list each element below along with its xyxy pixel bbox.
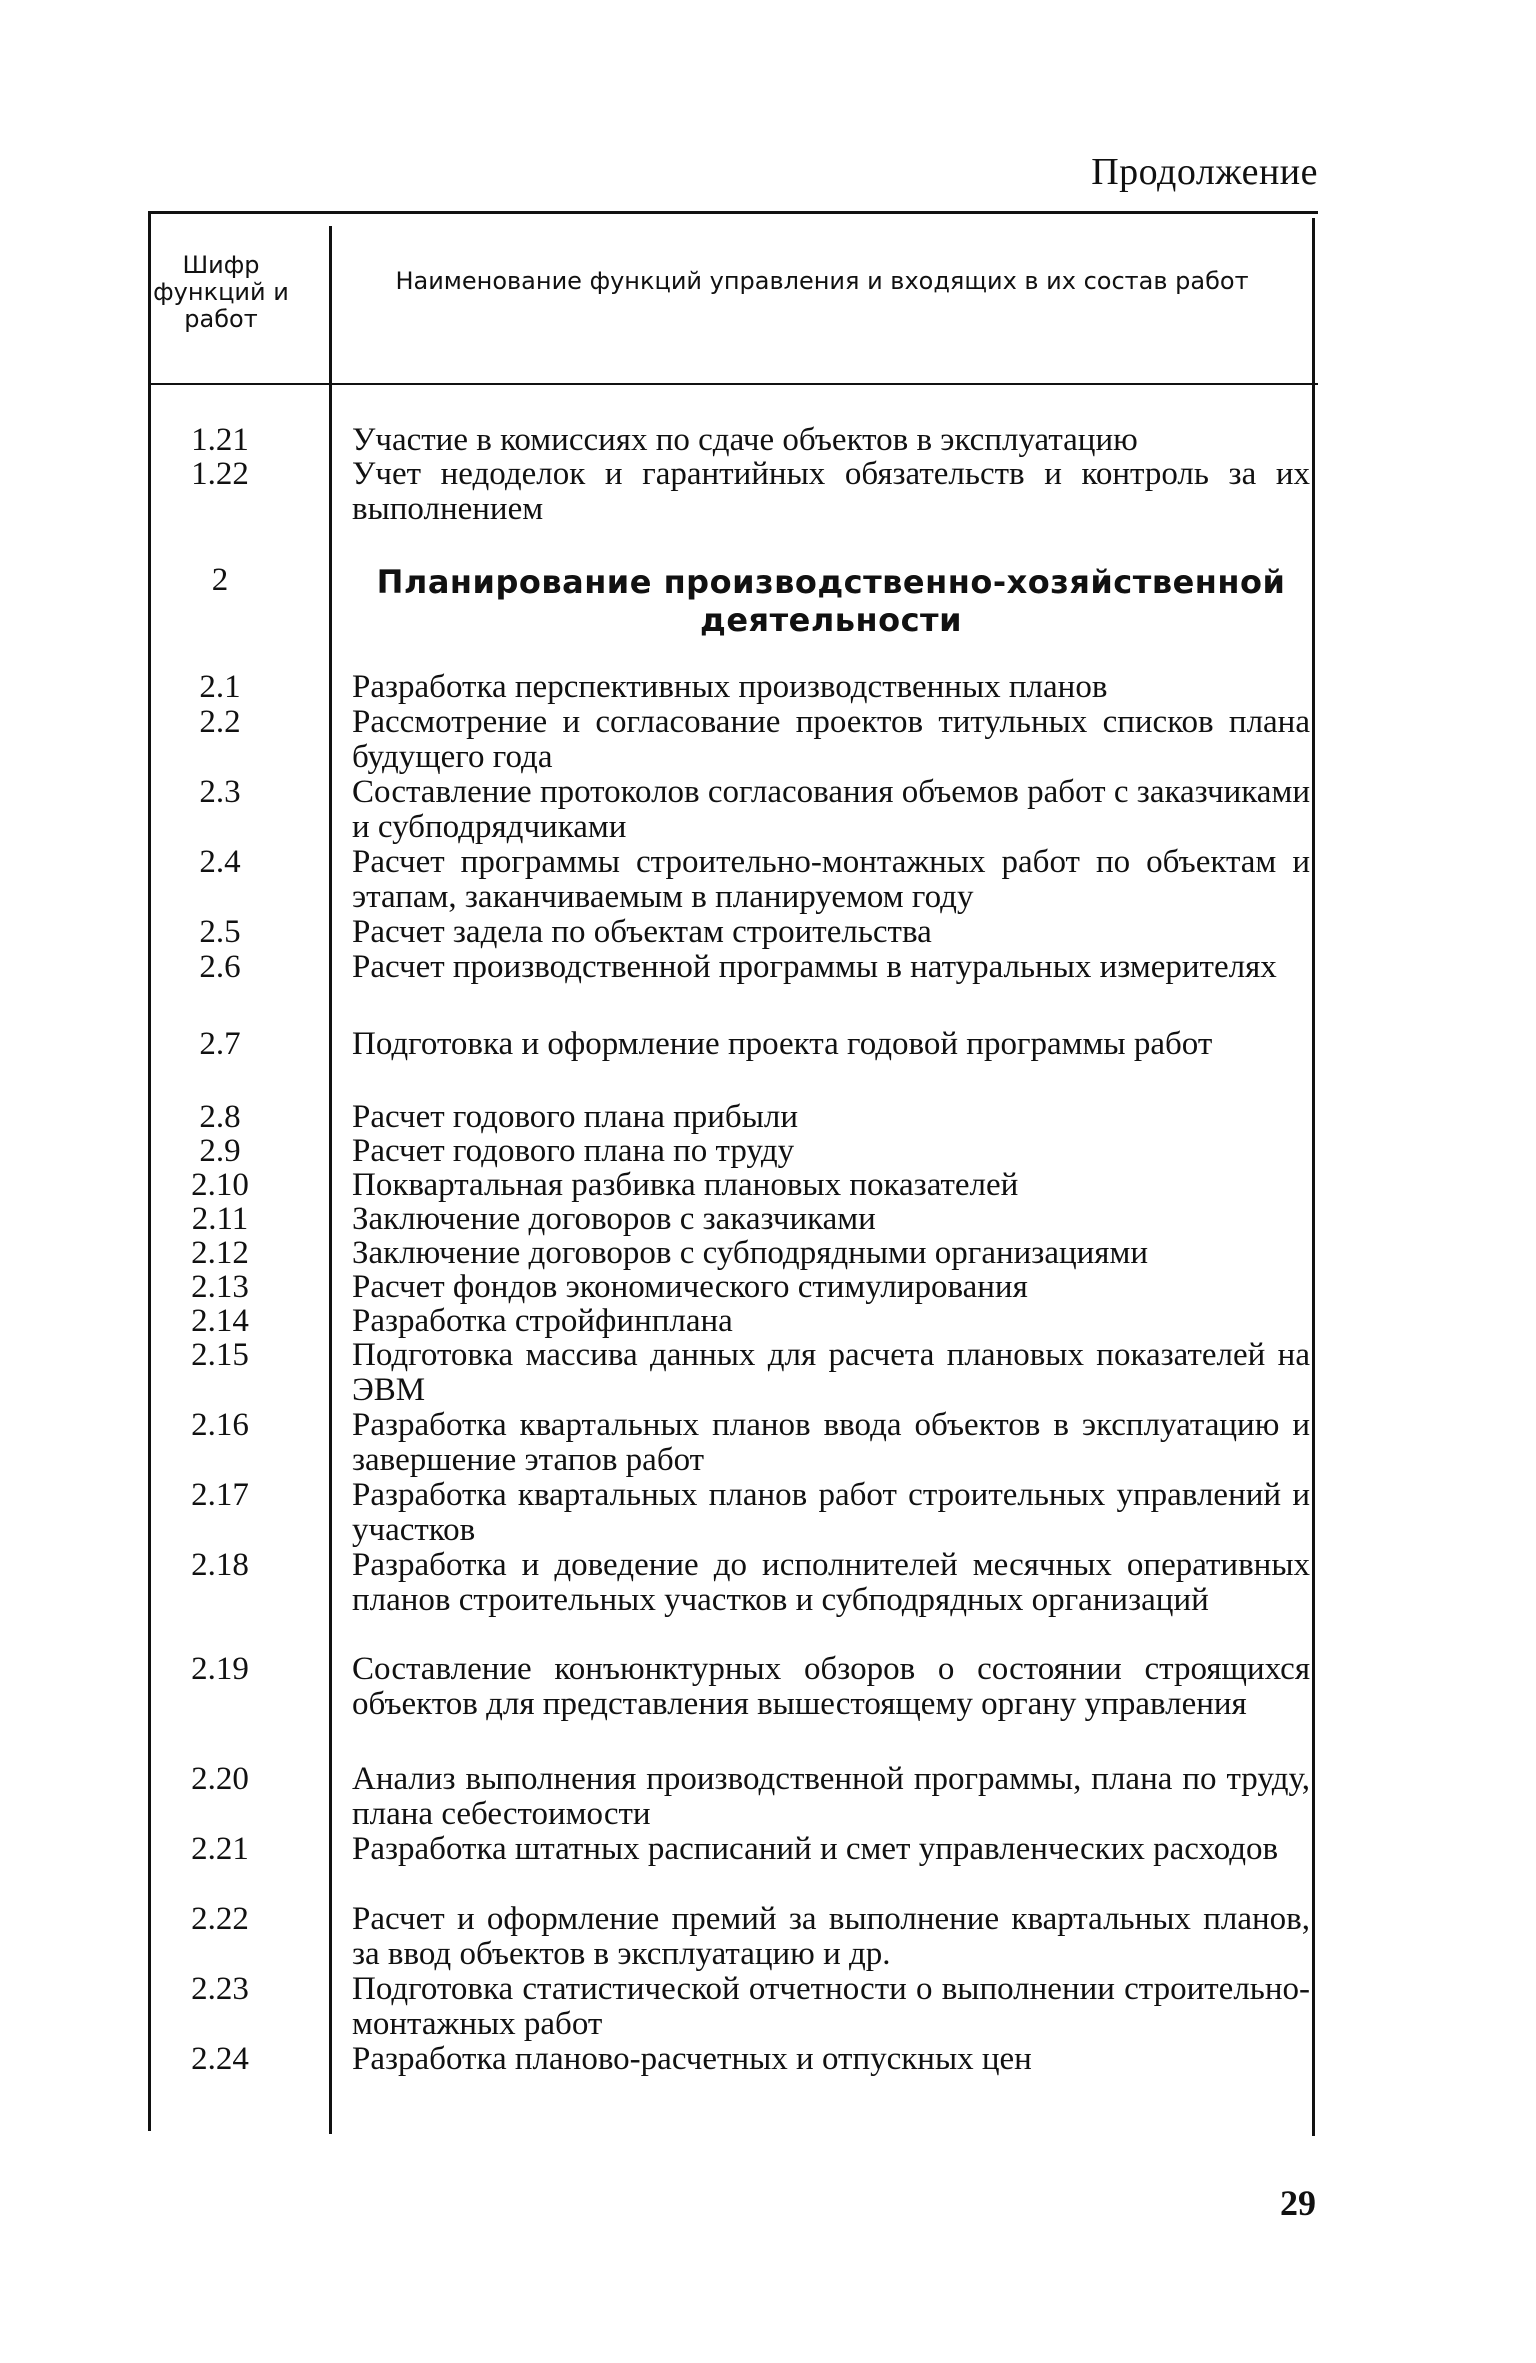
row-code: 2.13 [191, 1269, 249, 1305]
row-text: Заключение договоров с субподрядными организациями [352, 1235, 1149, 1271]
row-code: 2.4 [199, 844, 241, 880]
row-text: Подготовка и оформление проекта годовой программы работ [352, 1026, 1213, 1062]
section-title: Планирование производственно-хозяйственной деятельности [376, 563, 1286, 639]
table-top-rule [150, 211, 1318, 214]
row-code: 2.11 [191, 1201, 249, 1237]
row-code: 2.15 [191, 1337, 249, 1373]
row-text: Поквартальная разбивка плановых показателей [352, 1167, 1019, 1203]
row-text: Расчет годового плана по труду [352, 1133, 795, 1169]
column-divider [329, 226, 332, 2134]
row-code: 2.7 [199, 1026, 241, 1062]
row-text: Подготовка массива данных для расчета плановых показателей на ЭВМ [352, 1337, 1310, 1408]
row-code: 1.22 [191, 456, 249, 492]
row-text: Учет недоделок и гарантийных обязательств и контроль за их выполнением [352, 456, 1310, 527]
header-bottom-rule [150, 383, 1318, 385]
row-code: 2.21 [191, 1831, 249, 1867]
row-code: 2.24 [191, 2041, 249, 2077]
row-code: 2.1 [199, 669, 241, 705]
row-text: Разработка и доведение до исполнителей месячных оперативных планов строительных участков и субподрядных организаций [352, 1547, 1310, 1618]
row-code: 2.12 [191, 1235, 249, 1271]
row-code: 2.5 [199, 914, 241, 950]
row-text: Составление протоколов согласования объемов работ с заказчиками и субподрядчиками [352, 774, 1310, 845]
header-code-column: Шифр функций и работ [153, 251, 289, 333]
section-code: 2 [211, 562, 229, 598]
row-text: Разработка стройфинплана [352, 1303, 733, 1339]
row-text: Расчет и оформление премий за выполнение квартальных планов, за ввод объектов в эксплуатацию и др. [352, 1901, 1310, 1972]
row-code: 2.14 [191, 1303, 249, 1339]
row-text: Подготовка статистической отчетности о выполнении строительно-монтажных работ [352, 1971, 1310, 2042]
row-text: Расчет задела по объектам строительства [352, 914, 932, 950]
row-code: 2.2 [199, 704, 241, 740]
row-text: Разработка квартальных планов работ строительных управлений и участков [352, 1477, 1310, 1548]
header-name-column: Наименование функций управления и входящих в их состав работ [395, 267, 1249, 295]
row-code: 2.6 [199, 949, 241, 985]
row-code: 2.22 [191, 1901, 249, 1937]
row-text: Расчет годового плана прибыли [352, 1099, 799, 1135]
row-code: 2.16 [191, 1407, 249, 1443]
row-text: Разработка квартальных планов ввода объектов в эксплуатацию и завершение этапов работ [352, 1407, 1310, 1478]
row-text: Разработка планово-расчетных и отпускных цен [352, 2041, 1032, 2077]
row-code: 2.17 [191, 1477, 249, 1513]
row-text: Составление конъюнктурных обзоров о состоянии строящихся объектов для представления вышестоящему органу управления [352, 1651, 1310, 1722]
row-code: 2.3 [199, 774, 241, 810]
row-text: Расчет производственной программы в натуральных измерителях [352, 949, 1277, 985]
row-text: Заключение договоров с заказчиками [352, 1201, 876, 1237]
row-code: 2.9 [199, 1133, 241, 1169]
row-text: Расчет фондов экономического стимулирования [352, 1269, 1028, 1305]
left-border [148, 211, 151, 2131]
continued-label: Продолжение [1091, 151, 1318, 193]
row-text: Анализ выполнения производственной программы, плана по труду, плана себестоимости [352, 1761, 1310, 1832]
row-text: Разработка перспективных производственных планов [352, 669, 1108, 705]
row-text: Расчет программы строительно-монтажных работ по объектам и этапам, заканчиваемым в планируемом году [352, 844, 1310, 915]
page-number: 29 [1280, 2183, 1316, 2223]
row-code: 2.20 [191, 1761, 249, 1797]
row-code: 2.8 [199, 1099, 241, 1135]
row-code: 2.23 [191, 1971, 249, 2007]
row-code: 2.10 [191, 1167, 249, 1203]
row-text: Рассмотрение и согласование проектов титульных списков плана будущего года [352, 704, 1310, 775]
right-border [1312, 218, 1315, 2136]
row-text: Участие в комиссиях по сдаче объектов в эксплуатацию [352, 422, 1138, 458]
row-code: 1.21 [191, 422, 249, 458]
row-code: 2.19 [191, 1651, 249, 1687]
row-text: Разработка штатных расписаний и смет управленческих расходов [352, 1831, 1279, 1867]
row-code: 2.18 [191, 1547, 249, 1583]
